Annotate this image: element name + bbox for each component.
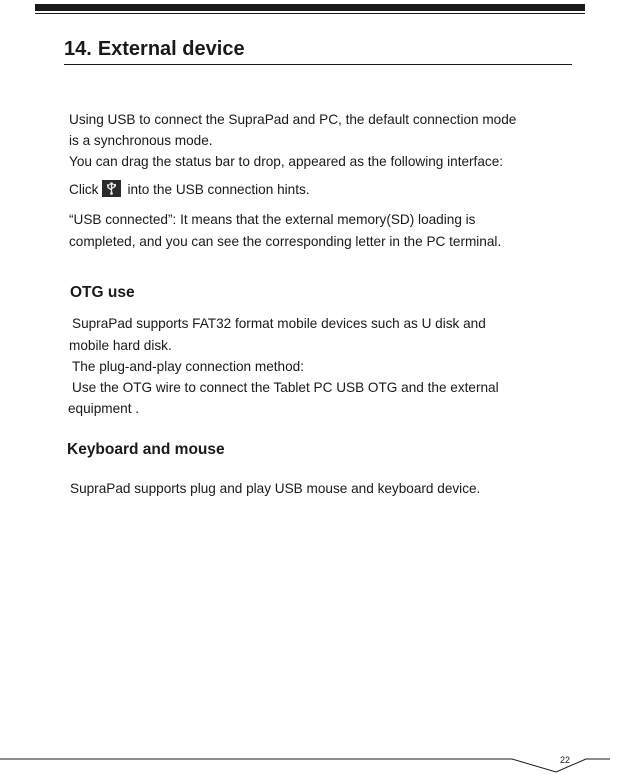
keyboard-line-1: SupraPad supports plug and play USB mouse and keyboard device. <box>70 481 481 496</box>
page-number: 22 <box>560 755 571 765</box>
intro-line-3: You can drag the status bar to drop, appeared as the following interface: <box>69 154 504 169</box>
otg-line-3: The plug-and-play connection method: <box>72 359 304 374</box>
otg-heading: OTG use <box>70 284 135 301</box>
section-title-text: External device <box>97 38 245 60</box>
click-line <box>69 180 310 200</box>
otg-line-1: SupraPad supports FAT32 format mobile devices such as U disk and <box>72 316 486 331</box>
otg-line-4: Use the OTG wire to connect the Tablet PC USB OTG and the external <box>72 380 499 395</box>
header-rule <box>35 13 585 14</box>
intro-line-1: Using USB to connect the SupraPad and PC, the default connection mode <box>69 112 517 127</box>
title-underline <box>64 64 572 65</box>
keyboard-heading: Keyboard and mouse <box>67 441 225 458</box>
section-number: 14. <box>64 38 92 60</box>
usb-icon <box>102 180 121 197</box>
footer-line <box>0 740 620 774</box>
usb-connected-line-1: “USB connected”: It means that the external memory(SD) loading is <box>69 212 476 227</box>
header-bar <box>35 4 585 11</box>
usb-connected-line-2: completed, and you can see the corresponding letter in the PC terminal. <box>69 234 502 249</box>
otg-line-2: mobile hard disk. <box>69 338 172 353</box>
otg-line-5: equipment . <box>68 401 140 416</box>
intro-line-2: is a synchronous mode. <box>69 133 213 148</box>
section-title <box>64 38 245 61</box>
click-prefix: Click <box>69 182 99 197</box>
click-suffix: into the USB connection hints. <box>127 182 310 197</box>
